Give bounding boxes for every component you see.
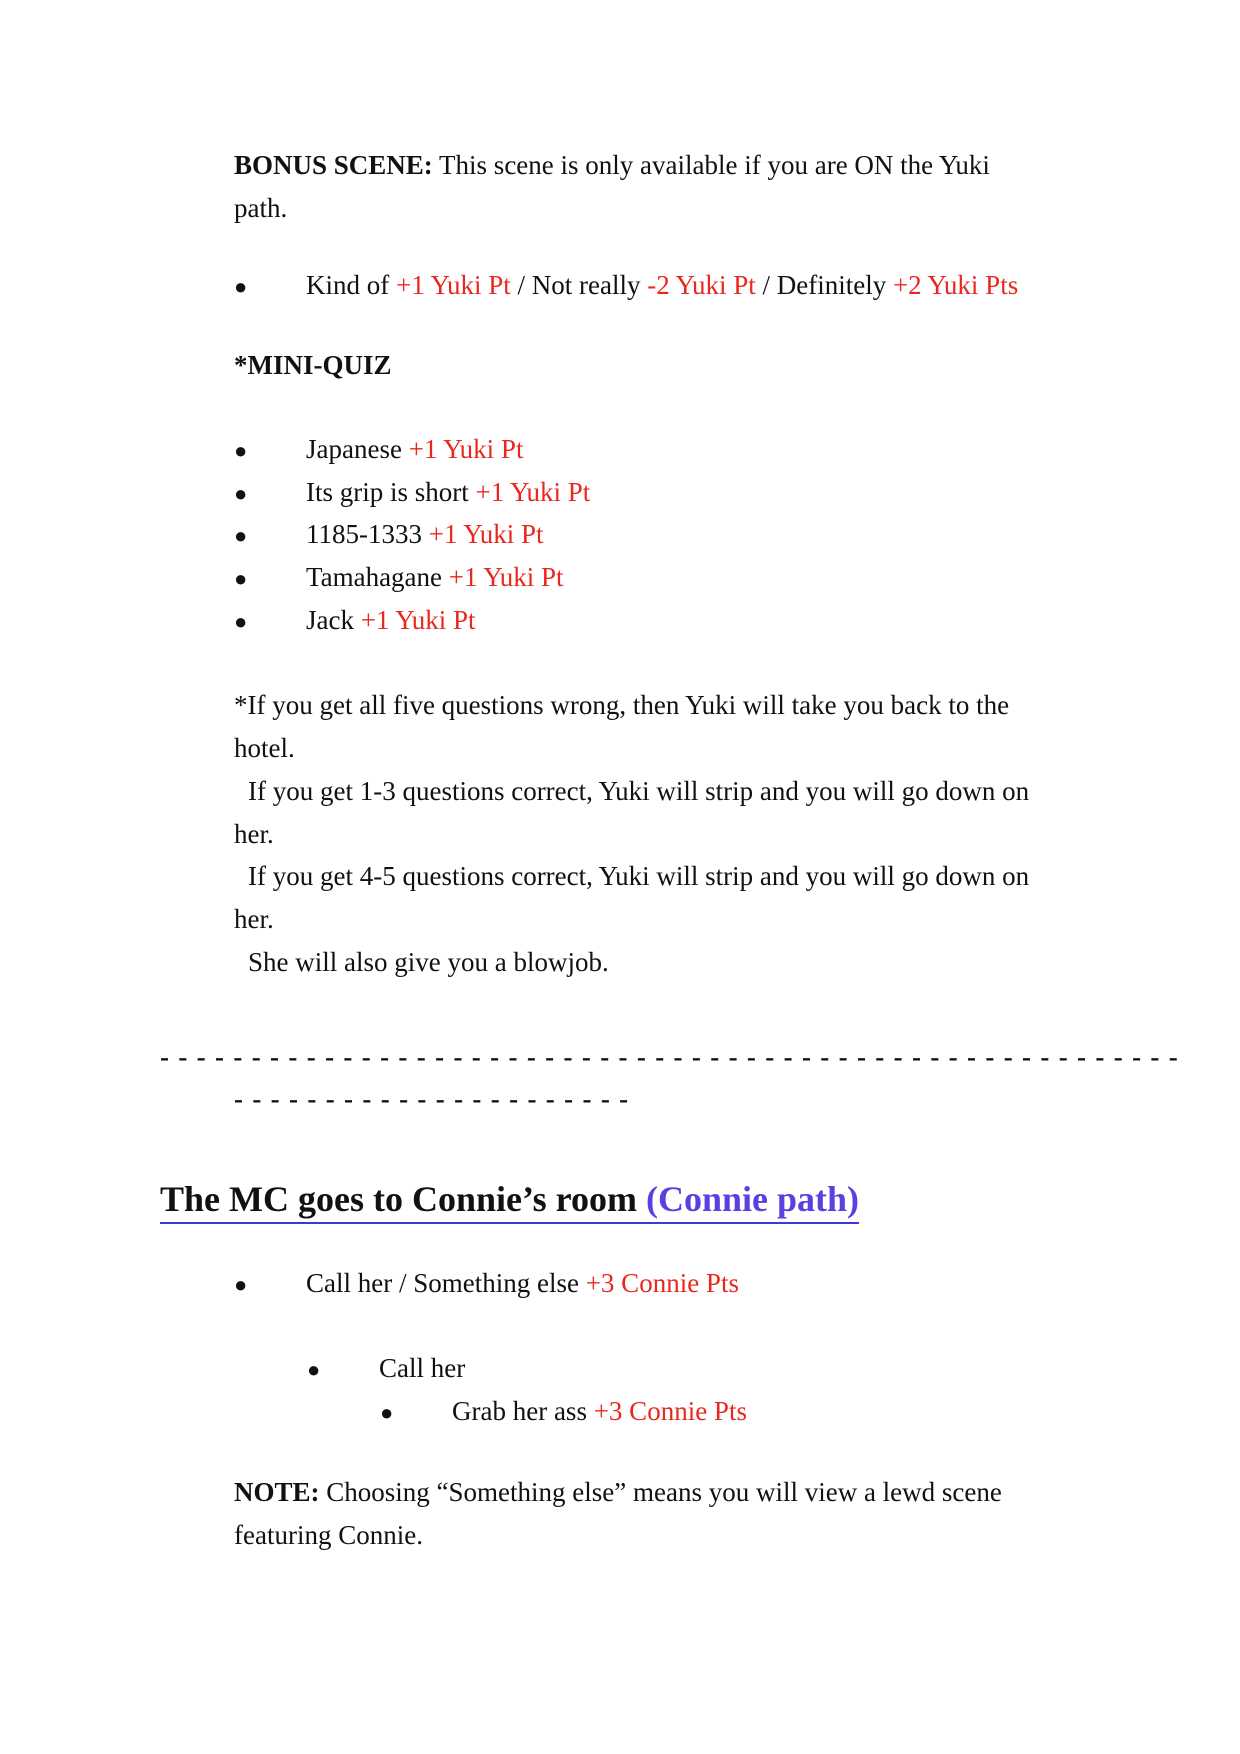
outcome-line-6: her. (234, 904, 274, 934)
bullet-icon: ● (234, 523, 248, 548)
connie-path-link: (Connie path) (645, 1179, 859, 1219)
note-line-1: NOTE: Choosing “Something else” means you will view a lewd scene (234, 1477, 1002, 1507)
bullet-icon: ● (234, 481, 248, 506)
quiz-answer-5: Jack +1 Yuki Pt (306, 605, 476, 635)
outcome-line-1: *If you get all five questions wrong, then Yuki will take you back to the (234, 690, 1010, 720)
bonus-line-2: path. (234, 193, 288, 223)
bullet-icon: ● (307, 1357, 321, 1382)
quiz-answer-2: Its grip is short +1 Yuki Pt (306, 477, 591, 507)
quiz-answer-4: Tamahagane +1 Yuki Pt (306, 562, 564, 592)
outcome-line-4: her. (234, 819, 274, 849)
note-label: NOTE: (234, 1477, 320, 1507)
bullet-icon: ● (234, 438, 248, 463)
choice-yuki-bonus: Kind of +1 Yuki Pt / Not really -2 Yuki Pt / Definitely +2 Yuki Pts (306, 270, 1019, 300)
quiz-answer-3: 1185-1333 +1 Yuki Pt (306, 519, 544, 549)
separator-line-1: - - - - - - - - - - - - - - - - - - - - - - - - - - - - - - - - - - - - - - - - - - - - - - - - - - - - - - - - (160, 1042, 1180, 1072)
outcome-line-5: If you get 4-5 questions correct, Yuki will strip and you will go down on (248, 861, 1030, 891)
outcome-line-3: If you get 1-3 questions correct, Yuki will strip and you will go down on (248, 776, 1030, 806)
bullet-icon: ● (234, 609, 248, 634)
quiz-title: *MINI-QUIZ (234, 350, 392, 380)
separator-line-2: - - - - - - - - - - - - - - - - - - - - - - (234, 1084, 630, 1114)
section-title: The MC goes to Connie’s room (160, 1179, 646, 1219)
bonus-label: BONUS SCENE: (234, 150, 433, 180)
bonus-text: This scene is only available if you are ON the Yuki (432, 150, 990, 180)
points-plus1: +1 Yuki Pt (396, 270, 511, 300)
bullet-icon: ● (234, 566, 248, 591)
points-plus2: +2 Yuki Pts (892, 270, 1019, 300)
bonus-line-1 (234, 150, 990, 181)
bullet-icon: ● (234, 274, 248, 299)
bullet-icon: ● (380, 1400, 394, 1425)
quiz-answer-1: Japanese +1 Yuki Pt (306, 434, 524, 464)
choice-connie-2: Call her (379, 1353, 466, 1383)
choice-connie-1: Call her / Something else +3 Connie Pts (306, 1268, 739, 1298)
note-line-2: featuring Connie. (234, 1520, 423, 1550)
choice-connie-3: Grab her ass +3 Connie Pts (452, 1396, 747, 1426)
section-heading (160, 1176, 859, 1224)
points-minus2: -2 Yuki Pt (647, 270, 756, 300)
outcome-line-2: hotel. (234, 733, 295, 763)
outcome-line-7: She will also give you a blowjob. (248, 947, 609, 977)
bullet-icon: ● (234, 1272, 248, 1297)
